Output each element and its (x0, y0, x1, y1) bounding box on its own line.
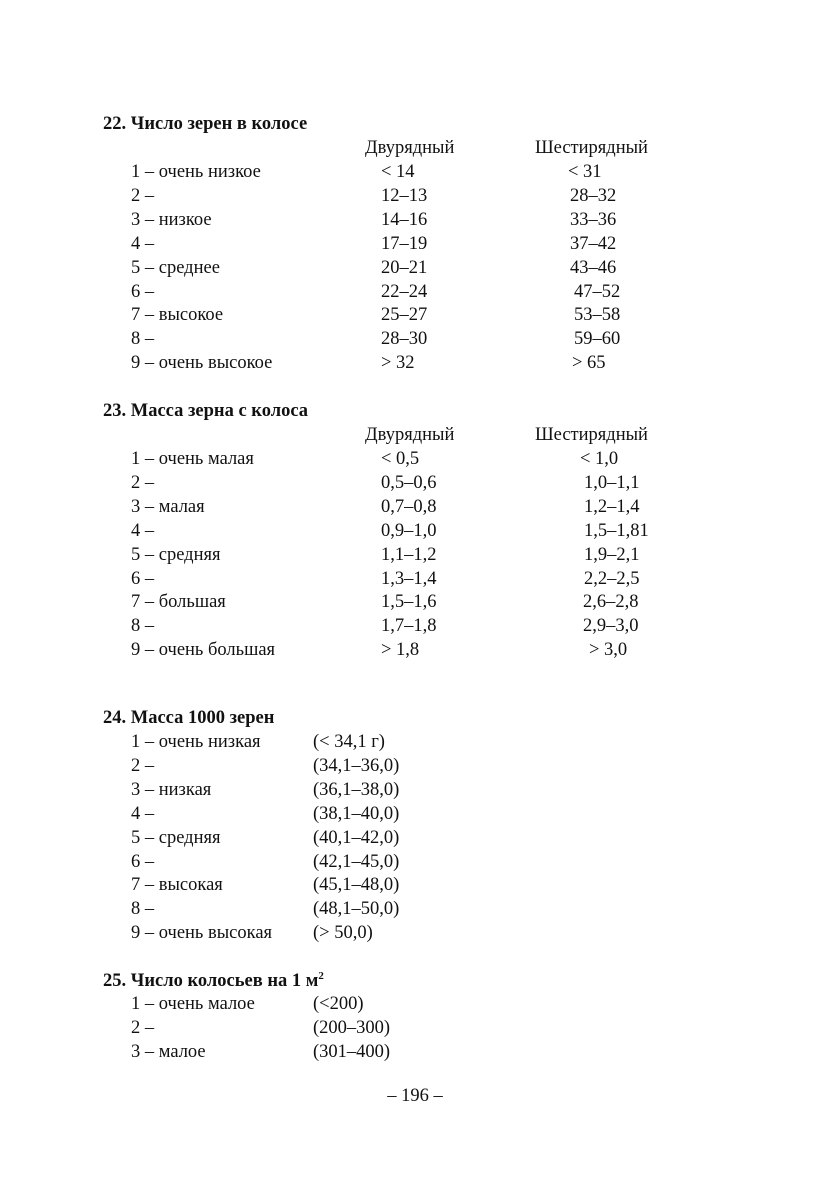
section-title-text: 25. Число колосьев на 1 м (103, 971, 319, 991)
two-row-value: > 1,8 (381, 640, 420, 661)
six-row-value: 1,2–1,4 (584, 496, 640, 517)
row-label: 1 – очень малая (131, 449, 254, 469)
row-label: 7 – высокая (131, 875, 223, 896)
row-label: 8 – (131, 616, 155, 637)
column-header-six-row: Шестирядный (535, 138, 648, 158)
row-label: 4 – (131, 803, 155, 824)
range-value: (38,1–40,0) (313, 803, 400, 824)
six-row-value: 37–42 (570, 233, 617, 254)
two-row-value: 22–24 (381, 281, 428, 302)
range-value: (> 50,0) (313, 923, 373, 944)
table-row (0, 162, 830, 186)
section-title: 24. Масса 1000 зерен (103, 708, 275, 728)
column-header-row (0, 425, 830, 449)
six-row-value: > 3,0 (589, 640, 628, 661)
range-value: (34,1–36,0) (313, 755, 400, 776)
table-row (0, 1018, 830, 1042)
table-row (0, 473, 830, 497)
two-row-value: < 14 (381, 162, 415, 182)
six-row-value: 47–52 (574, 281, 621, 302)
row-label: 2 – (131, 755, 155, 776)
table-row (0, 545, 830, 569)
two-row-value: 14–16 (381, 209, 428, 230)
row-label: 5 – средняя (131, 544, 221, 565)
six-row-value: 59–60 (574, 329, 621, 350)
range-value: (36,1–38,0) (313, 779, 400, 800)
table-row (0, 186, 830, 210)
row-label: 3 – малое (131, 1041, 206, 1062)
two-row-value: 12–13 (381, 185, 428, 206)
two-row-value: 0,9–1,0 (381, 520, 437, 541)
six-row-value: 43–46 (570, 257, 617, 278)
two-row-value: 25–27 (381, 305, 428, 326)
row-label: 3 – низкое (131, 209, 212, 230)
two-row-value: 1,1–1,2 (381, 544, 437, 565)
row-label: 8 – (131, 899, 155, 920)
table-row (0, 828, 830, 852)
table-row (0, 329, 830, 353)
range-value: (42,1–45,0) (313, 851, 400, 872)
table-row (0, 780, 830, 804)
row-label: 7 – большая (131, 592, 226, 613)
table-row (0, 592, 830, 616)
table-row (0, 899, 830, 923)
two-row-value: 0,5–0,6 (381, 472, 437, 493)
row-label: 9 – очень большая (131, 640, 276, 661)
table-row (0, 521, 830, 545)
range-value: (<200) (313, 994, 364, 1014)
table-row (0, 210, 830, 234)
six-row-value: 1,9–2,1 (584, 544, 640, 565)
two-row-value: 0,7–0,8 (381, 496, 437, 517)
range-value: (40,1–42,0) (313, 827, 400, 848)
table-row (0, 282, 830, 306)
two-row-value: < 0,5 (381, 449, 420, 469)
table-row (0, 353, 830, 377)
row-label: 4 – (131, 233, 155, 254)
row-label: 5 – средняя (131, 827, 221, 848)
column-header-two-row: Двурядный (365, 425, 455, 445)
table-row (0, 616, 830, 640)
row-label: 4 – (131, 520, 155, 541)
row-label: 3 – малая (131, 496, 205, 517)
range-value: (48,1–50,0) (313, 899, 400, 920)
table-row (0, 449, 830, 473)
six-row-value: 53–58 (574, 305, 621, 326)
six-row-value: 2,9–3,0 (583, 616, 639, 637)
table-row (0, 258, 830, 282)
row-label: 2 – (131, 185, 155, 206)
table-row (0, 569, 830, 593)
table-row (0, 1042, 830, 1066)
six-row-value: 28–32 (570, 185, 617, 206)
table-row (0, 804, 830, 828)
two-row-value: 20–21 (381, 257, 428, 278)
row-label: 5 – среднее (131, 257, 220, 278)
table-row (0, 852, 830, 876)
row-label: 8 – (131, 329, 155, 350)
row-label: 9 – очень высокое (131, 353, 273, 374)
column-header-two-row: Двурядный (365, 138, 455, 158)
range-value: (200–300) (313, 1017, 391, 1038)
six-row-value: > 65 (572, 353, 606, 374)
row-label: 6 – (131, 568, 155, 589)
table-row (0, 994, 830, 1018)
range-value: (45,1–48,0) (313, 875, 400, 896)
six-row-value: 33–36 (570, 209, 617, 230)
row-label: 1 – очень малое (131, 994, 255, 1014)
six-row-value: 1,0–1,1 (584, 472, 640, 493)
row-label: 6 – (131, 851, 155, 872)
section-title: 22. Число зерен в колосе (103, 114, 308, 134)
superscript: 2 (318, 970, 324, 982)
table-row (0, 732, 830, 756)
range-value: (301–400) (313, 1041, 391, 1062)
row-label: 2 – (131, 472, 155, 493)
table-row (0, 875, 830, 899)
section-title (103, 970, 324, 992)
table-row (0, 497, 830, 521)
row-label: 7 – высокое (131, 305, 224, 326)
six-row-value: 1,5–1,81 (584, 520, 649, 541)
two-row-value: 28–30 (381, 329, 428, 350)
six-row-value: < 1,0 (580, 449, 619, 469)
table-row (0, 234, 830, 258)
row-label: 2 – (131, 1017, 155, 1038)
two-row-value: 1,7–1,8 (381, 616, 437, 637)
table-row (0, 923, 830, 947)
range-value: (< 34,1 г) (313, 732, 385, 752)
column-header-row (0, 138, 830, 162)
two-row-value: 1,5–1,6 (381, 592, 437, 613)
six-row-value: < 31 (568, 162, 602, 182)
two-row-value: 1,3–1,4 (381, 568, 437, 589)
two-row-value: 17–19 (381, 233, 428, 254)
six-row-value: 2,6–2,8 (583, 592, 639, 613)
row-label: 9 – очень высокая (131, 923, 273, 944)
row-label: 3 – низкая (131, 779, 212, 800)
row-label: 6 – (131, 281, 155, 302)
row-label: 1 – очень низкая (131, 732, 261, 752)
six-row-value: 2,2–2,5 (584, 568, 640, 589)
section-title: 23. Масса зерна с колоса (103, 401, 309, 421)
table-row (0, 640, 830, 664)
table-row (0, 756, 830, 780)
column-header-six-row: Шестирядный (535, 425, 648, 445)
page-number: – 196 – (387, 1086, 443, 1106)
two-row-value: > 32 (381, 353, 415, 374)
table-row (0, 305, 830, 329)
row-label: 1 – очень низкое (131, 162, 261, 182)
